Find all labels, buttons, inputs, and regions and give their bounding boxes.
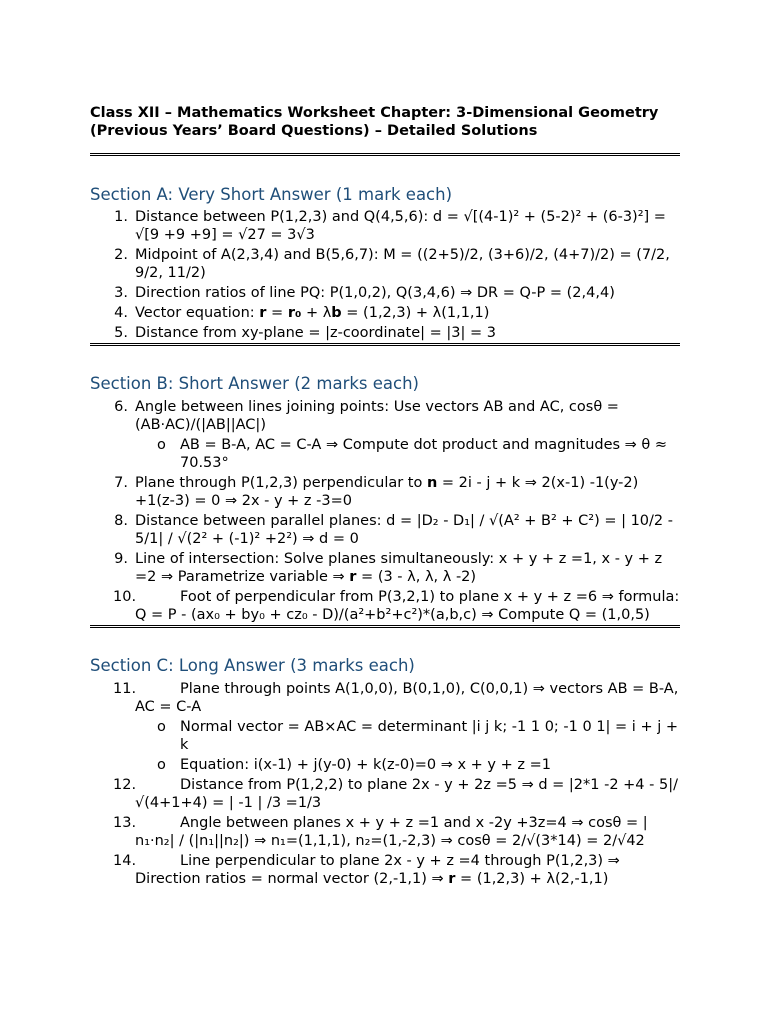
section-heading: Section A: Very Short Answer (1 mark each) [90,185,453,204]
item-number: 12. [113,777,137,793]
item-number: 14. [113,853,137,869]
item-number: 8. [114,513,128,529]
list-item [90,680,680,774]
list-item [90,776,680,812]
item-text: Line of intersection: Solve planes simultaneously: x + y + z =1, x - y + z =2 ⇒ Parametrize variable ⇒ r = (3 - λ, λ, λ -2) [135,551,663,585]
item-text: Angle between planes x + y + z =1 and x -2y +3z=4 ⇒ cosθ = | n₁·n₂| / (|n₁||n₂|) ⇒ n₁=(1,1,1), n₂=(1,-2,3) ⇒ cosθ = 2/√(3*14) = 2/√42 [135,815,648,849]
sub-list [135,436,680,472]
item-number: 2. [114,247,128,263]
question-list [90,680,680,888]
item-text: Distance from xy-plane = |z-coordinate| = |3| = 3 [135,325,497,341]
sub-list-item: o Normal vector = AB×AC = determinant |i j k; -1 1 0; -1 0 1| = i + j + k [157,719,678,753]
item-text: Vector equation: r = r₀ + λb = (1,2,3) + λ(1,1,1) [135,305,490,321]
item-text: Plane through points A(1,0,0), B(0,1,0), C(0,0,1) ⇒ vectors AB = B-A, AC = C-A [135,681,679,715]
item-text: Direction ratios of line PQ: P(1,0,2), Q(3,4,6) ⇒ DR = Q-P = (2,4,4) [135,285,615,301]
item-text: Angle between lines joining points: Use vectors AB and AC, cosθ = (AB·AC)/(|AB||AC|) [135,399,619,433]
list-item [90,304,680,322]
item-text: Line perpendicular to plane 2x - y + z =4 through P(1,2,3) ⇒ Direction ratios = normal vector (2,-1,1) ⇒ r = (1,2,3) + λ(2,-1,1) [135,853,620,887]
item-number: 6. [114,399,128,415]
list-item [90,588,680,624]
item-number: 5. [114,325,128,341]
item-number: 10. [113,589,137,605]
item-text: Plane through P(1,2,3) perpendicular to n = 2i - j + k ⇒ 2(x-1) -1(y-2) +1(z-3) = 0 ⇒ 2x - y + z -3=0 [135,475,639,509]
list-item [90,398,680,472]
worksheet-page [90,104,680,890]
list-item [90,284,680,302]
item-number: 11. [113,681,137,697]
divider [90,153,680,156]
list-item [90,324,680,342]
item-number: 3. [114,285,128,301]
sub-list-item: o Equation: i(x-1) + j(y-0) + k(z-0)=0 ⇒ x + y + z =1 [157,757,551,773]
item-number: 7. [114,475,128,491]
item-text: Midpoint of A(2,3,4) and B(5,6,7): M = ((2+5)/2, (3+6)/2, (4+7)/2) = (7/2, 9/2, 11/2) [135,247,670,281]
section-a [90,185,680,342]
divider [90,625,680,628]
question-list [90,208,680,342]
bullet-icon: o [157,757,166,773]
divider [90,343,680,346]
item-text: Distance between P(1,2,3) and Q(4,5,6): d = √[(4-1)² + (5-2)² + (6-3)²] = √[9 +9 +9] = √27 = 3√3 [135,209,666,243]
bullet-icon: o [157,719,166,735]
item-number: 9. [114,551,128,567]
item-number: 13. [113,815,137,831]
question-list [90,398,680,624]
list-item [90,852,680,888]
list-item [90,246,680,282]
item-text: Distance between parallel planes: d = |D₂ - D₁| / √(A² + B² + C²) = | 10/2 - 5/1| / √(2² + (-1)² +2²) ⇒ d = 0 [135,513,673,547]
document-title: Class XII – Mathematics Worksheet Chapter: 3-Dimensional Geometry (Previous Years’ Board Questions) – Detailed Solutions [90,105,659,139]
list-item [90,550,680,586]
section-heading: Section B: Short Answer (2 marks each) [90,374,419,393]
item-number: 1. [114,209,128,225]
list-item [90,512,680,548]
item-text: Foot of perpendicular from P(3,2,1) to plane x + y + z =6 ⇒ formula: Q = P - (ax₀ + by₀ + cz₀ - D)/(a²+b²+c²)*(a,b,c) ⇒ Compute Q = (1,0,5) [135,589,680,623]
section-heading: Section C: Long Answer (3 marks each) [90,656,415,675]
list-item [90,208,680,244]
sub-list-item: o AB = B-A, AC = C-A ⇒ Compute dot product and magnitudes ⇒ θ ≈ 70.53° [157,437,668,471]
section-c [90,656,680,888]
item-number: 4. [114,305,128,321]
bullet-icon: o [157,437,166,453]
section-b [90,374,680,624]
list-item [90,814,680,850]
list-item [90,474,680,510]
sub-list [135,718,680,774]
item-text: Distance from P(1,2,2) to plane 2x - y + 2z =5 ⇒ d = |2*1 -2 +4 - 5|/√(4+1+4) = | -1 | /3 =1/3 [135,777,678,811]
